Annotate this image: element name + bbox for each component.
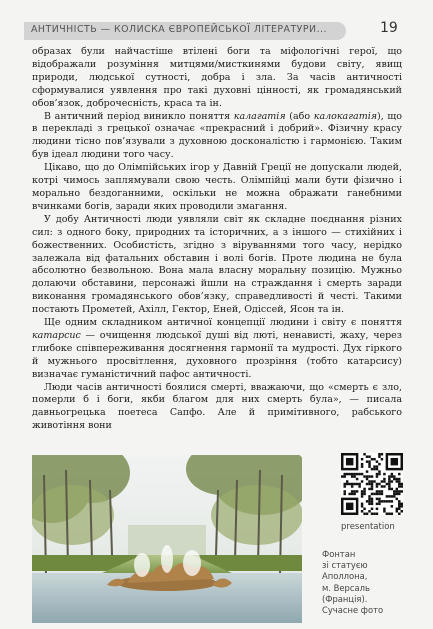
fountain-photo	[32, 455, 302, 623]
qr-code[interactable]	[341, 453, 403, 515]
paragraph-3: Цікаво, що до Олімпійських ігор у Давній Греції не допускали людей, котрі чимось заплямували свою честь. Олімпійці мали бути фізично і морально бездоганними, оскільки не можна ображати ганебними вчинками богів, заради яких проводили змагання.	[32, 162, 402, 212]
fountain-photo-illustration	[32, 455, 302, 623]
paragraph-5: Ще одним складником античної концепції людини і світу є поняття катарсис — очищення людської душі від люті, ненависті, жаху, через глибоке співпереживання досягнення гармонії та мудрості. Дух гіркого й мужнього просвітлення, духовного прозріння (тобто катарсису) визначає гуманістичний пафос античності.	[32, 317, 402, 380]
qr-label: presentation	[341, 522, 395, 532]
term-kalagatia: калагатія	[233, 110, 286, 122]
running-title: АНТИЧНІСТЬ — КОЛИСКА ЄВРОПЕЙСЬКОЇ ЛІТЕРАТУРИ...	[31, 24, 328, 35]
term-kalokagatia: калокагатія	[313, 110, 378, 122]
paragraph-4: У добу Античності люди уявляли світ як складне поєднання різних сил: з одного боку, природних та історичних, а з іншого — стихійних і божественних. Особистість, згідно з віруваннями того часу, нерідко залежала від фатальних обставин і волі богів. Проте людина не була абсолютно безвольною. Вона мала власну моральну позицію. Мужньо долаючи обставини, персонажі йшли на страждання і смерть заради виконання громадянського обов’язку, справедливості й честі. Такими постають Прометей, Ахілл, Гектор, Еней, Одіссей, Ясон та ін.	[32, 213, 402, 316]
photo-caption: Фонтан зі статуєю Аполлона, м. Версаль (Франція). Сучасне фото	[322, 549, 384, 616]
paragraph-2: В античний період виникло поняття калагатія (або калокагатія), що в перекладі з грецької означає «прекрасний і добрий». Фізичну красу людини тісно пов’язували з духовною досконалістю і гармонією. Таким був ідеал людини того часу.	[32, 110, 402, 161]
paragraph-6: Люди часів античності боялися смерті, вважаючи, що «смерть є зло, померли б і боги, якби благом для них смерть була», — писала давньогрецька поетеса Сапфо. Але й примітивного, рабського животіння вони	[32, 381, 402, 432]
page-number: 19	[380, 20, 398, 36]
qr-code-graphic	[341, 453, 403, 515]
page-header	[0, 0, 433, 40]
paragraph-1: образах були найчастіше втілені боги та міфологічні герої, що відображали розуміння митцями/мисткинями будови світу, явищ природи, людської сутності, добра і зла. За часів античності сформувалися уявлення про такі духовні цінності, як громадянський обов’язок, доброчесність, краса та ін.	[32, 46, 402, 109]
body-text	[32, 46, 402, 433]
term-katarsis: катарсис	[32, 329, 81, 341]
